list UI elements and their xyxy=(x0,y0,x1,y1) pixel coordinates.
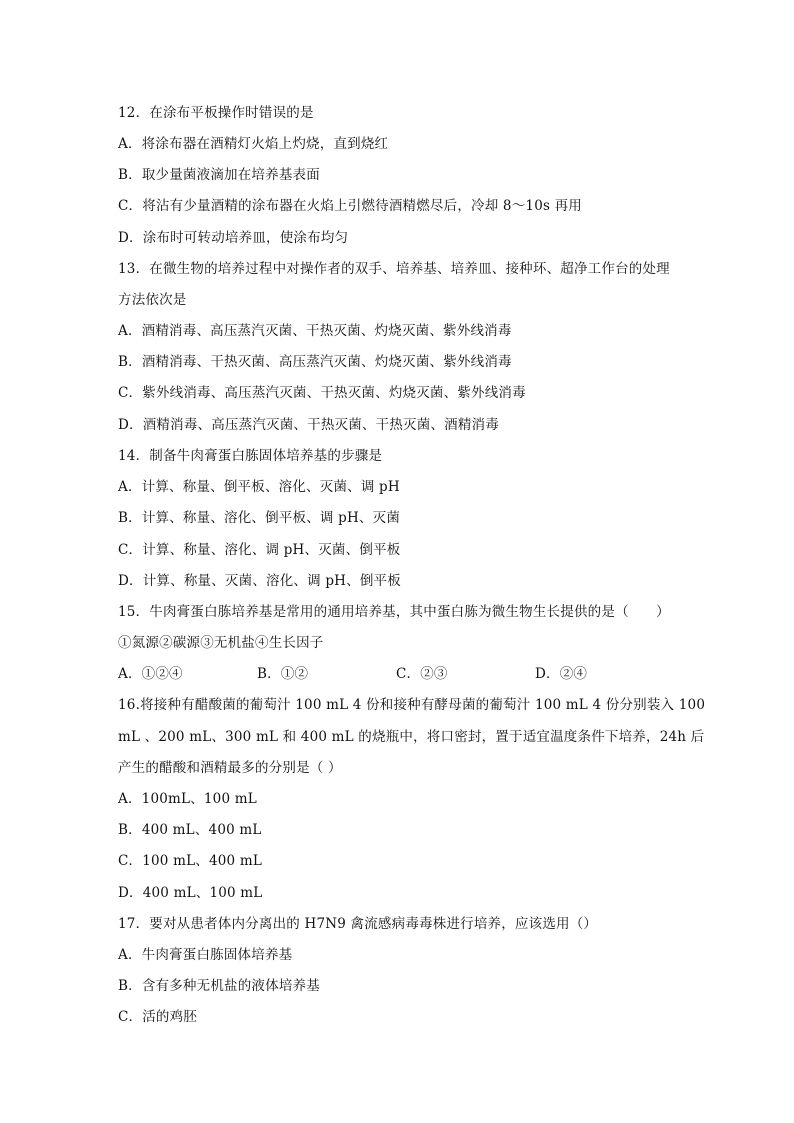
question-13-option-a: A．酒精消毒、高压蒸汽灭菌、干热灭菌、灼烧灭菌、紫外线消毒 xyxy=(118,323,512,339)
question-14-option-d: D．计算、称量、灭菌、溶化、调 pH、倒平板 xyxy=(118,573,401,589)
question-12-option-b: B．取少量菌液滴加在培养基表面 xyxy=(118,167,320,183)
question-16-option-b: B．400 mL、400 mL xyxy=(118,822,262,838)
question-15-options-row xyxy=(118,664,587,684)
question-15-stem-line-1: 15．牛肉膏蛋白胨培养基是常用的通用培养基，其中蛋白胨为微生物生长提供的是（ ） xyxy=(118,604,670,620)
question-14-option-c: C．计算、称量、溶化、调 pH、灭菌、倒平板 xyxy=(118,542,401,558)
question-13-option-b: B．酒精消毒、干热灭菌、高压蒸汽灭菌、灼烧灭菌、紫外线消毒 xyxy=(118,354,512,370)
question-14-stem: 14．制备牛肉膏蛋白胨固体培养基的步骤是 xyxy=(118,448,383,464)
question-16-option-c: C．100 mL、400 mL xyxy=(118,853,262,869)
question-17-stem: 17．要对从患者体内分离出的 H7N9 禽流感病毒毒株进行培养，应该选用（） xyxy=(118,916,598,932)
question-15-option-a: A．①②④ xyxy=(118,666,183,682)
question-14-option-a: A．计算、称量、倒平板、溶化、灭菌、调 pH xyxy=(118,479,400,495)
question-17-option-b: B．含有多种无机盐的液体培养基 xyxy=(118,978,320,994)
question-15-option-d: D．②④ xyxy=(535,666,588,682)
question-13-option-c: C．紫外线消毒、高压蒸汽灭菌、干热灭菌、灼烧灭菌、紫外线消毒 xyxy=(118,385,526,401)
question-12-stem: 12．在涂布平板操作时错误的是 xyxy=(118,105,314,121)
question-15-option-c: C．②③ xyxy=(396,666,448,682)
question-12-option-d: D．涂布时可转动培养皿，使涂布均匀 xyxy=(118,230,349,246)
question-12-option-a: A．将涂布器在酒精灯火焰上灼烧，直到烧红 xyxy=(118,136,389,152)
question-16-stem-line-3: 产生的醋酸和酒精最多的分别是（ ） xyxy=(118,760,342,776)
question-12-option-c: C．将沾有少量酒精的涂布器在火焰上引燃待酒精燃尽后，冷却 8～10s 再用 xyxy=(118,198,583,214)
question-14-option-b: B．计算、称量、溶化、倒平板、调 pH、灭菌 xyxy=(118,510,401,526)
question-13-option-d: D．酒精消毒、高压蒸汽灭菌、干热灭菌、干热灭菌、酒精消毒 xyxy=(118,417,499,433)
question-15-stem-line-2: ①氮源②碳源③无机盐④生长因子 xyxy=(118,635,324,651)
question-15-option-b: B．①② xyxy=(257,666,309,682)
question-13-stem-line-1: 13．在微生物的培养过程中对操作者的双手、培养基、培养皿、接种环、超净工作台的处理 xyxy=(118,261,670,277)
question-16-option-a: A．100mL、100 mL xyxy=(118,791,257,807)
question-17-option-a: A．牛肉膏蛋白胨固体培养基 xyxy=(118,947,293,963)
question-13-stem-line-2: 方法依次是 xyxy=(118,292,187,308)
question-16-option-d: D．400 mL、100 mL xyxy=(118,885,263,901)
question-16-stem-line-2: mL 、200 mL、300 mL 和 400 mL 的烧瓶中，将口密封，置于适宜温度条件下培养，24h 后 xyxy=(118,729,705,745)
question-17-option-c: C．活的鸡胚 xyxy=(118,1009,198,1025)
question-16-stem-line-1: 16.将接种有醋酸菌的葡萄汁 100 mL 4 份和接种有酵母菌的葡萄汁 100 mL 4 份分别装入 100 xyxy=(118,697,706,713)
